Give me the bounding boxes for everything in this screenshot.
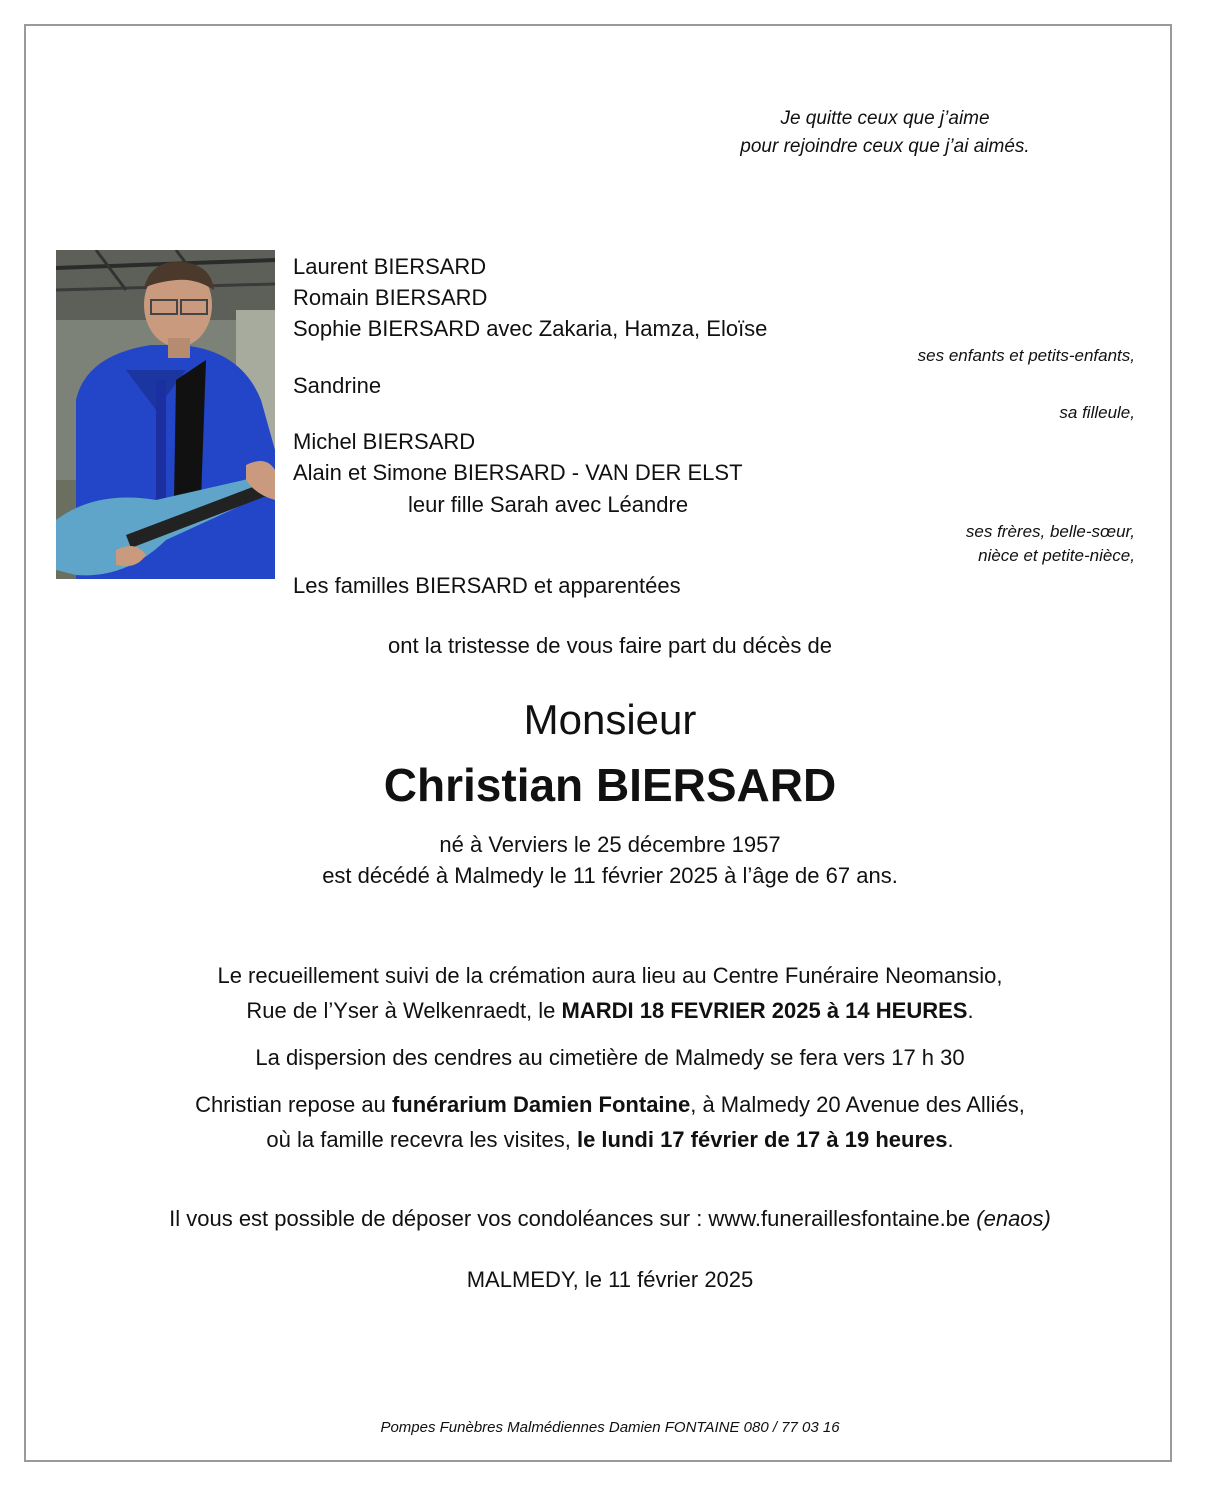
ceremony-line-2 <box>0 998 1220 1024</box>
footer-funeral-home: Pompes Funèbres Malmédiennes Damien FONTAINE 080 / 77 03 16 <box>380 1419 840 1436</box>
children-role: ses enfants et petits-enfants, <box>917 346 1135 365</box>
siblings-role-1: ses frères, belle-sœur, <box>965 522 1135 541</box>
visit-info <box>0 1127 1220 1153</box>
family-extended: Les familles BIERSARD et apparentées <box>293 573 681 598</box>
family-child-2: Romain BIERSARD <box>293 285 488 310</box>
family-sibling-2: Alain et Simone BIERSARD - VAN DER ELST <box>293 460 743 485</box>
quote-line-1: Je quitte ceux que j’aime <box>780 108 990 129</box>
death-info: est décédé à Malmedy le 11 février 2025 à l’âge de 67 ans. <box>322 863 898 888</box>
ceremony-line-2-post: . <box>967 998 974 1023</box>
announcement-text: ont la tristesse de vous faire part du décès de <box>388 633 832 658</box>
funerarium-name: funérarium Damien Fontaine <box>391 1092 691 1117</box>
birth-info: né à Verviers le 25 décembre 1957 <box>439 832 781 857</box>
family-goddaughter: Sandrine <box>293 373 382 398</box>
place-date: MALMEDY, le 11 février 2025 <box>466 1267 754 1292</box>
family-child-1: Laurent BIERSARD <box>293 254 487 279</box>
condolences-note: (enaos) <box>976 1206 1051 1231</box>
condolences-line <box>0 1206 1220 1232</box>
rest-pre: Christian repose au <box>195 1092 392 1117</box>
ceremony-datetime: MARDI 18 FEVRIER 2025 à 14 HEURES <box>561 998 968 1023</box>
dispersion-info: La dispersion des cendres au cimetière de Malmedy se fera vers 17 h 30 <box>255 1045 965 1070</box>
visit-pre: où la famille recevra les visites, <box>266 1127 577 1152</box>
family-child-3: Sophie BIERSARD avec Zakaria, Hamza, Eloïse <box>293 316 768 341</box>
visit-post: . <box>947 1127 954 1152</box>
family-sibling-1: Michel BIERSARD <box>293 429 476 454</box>
quote-line-2: pour rejoindre ceux que j’ai aimés. <box>740 136 1030 157</box>
portrait-photo <box>56 250 275 579</box>
visit-datetime: le lundi 17 février de 17 à 19 heures <box>576 1127 948 1152</box>
family-siblings-sub: leur fille Sarah avec Léandre <box>408 492 689 517</box>
rest-info <box>0 1092 1220 1118</box>
rest-post: , à Malmedy 20 Avenue des Alliés, <box>690 1092 1025 1117</box>
deceased-name: Christian BIERSARD <box>383 759 837 811</box>
ceremony-line-2-pre: Rue de l’Yser à Welkenraedt, le <box>246 998 562 1023</box>
deceased-honorific: Monsieur <box>523 696 697 743</box>
ceremony-line-1: Le recueillement suivi de la crémation aura lieu au Centre Funéraire Neomansio, <box>217 963 1003 988</box>
goddaughter-role: sa filleule, <box>1059 403 1135 422</box>
siblings-role-2: nièce et petite-nièce, <box>978 546 1135 565</box>
condolences-text: Il vous est possible de déposer vos condoléances sur : www.funeraillesfontaine.be <box>169 1206 977 1231</box>
